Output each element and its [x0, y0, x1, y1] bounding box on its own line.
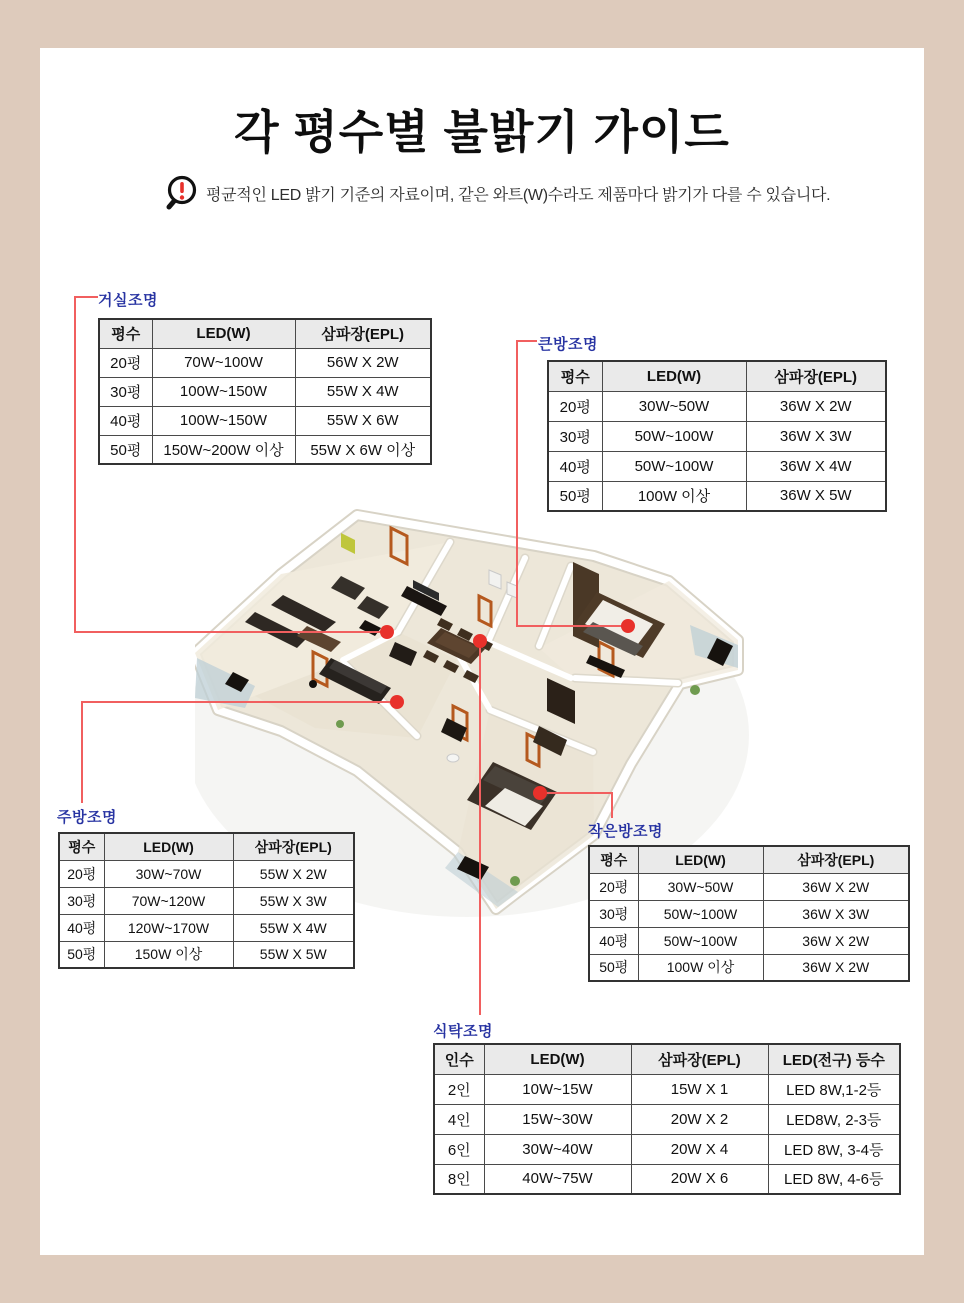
column-header: 삼파장(EPL): [631, 1044, 768, 1074]
table-cell: 100W~150W: [152, 377, 295, 406]
table-cell: 50W~100W: [602, 451, 746, 481]
table-cell: 36W X 4W: [746, 451, 886, 481]
table-row: [434, 1074, 900, 1104]
table-cell: 40평: [99, 406, 152, 435]
table-cell: 30평: [59, 887, 104, 914]
table-cell: 30평: [548, 421, 602, 451]
table-row: [59, 941, 354, 968]
table-cell: 20평: [548, 391, 602, 421]
table-cell: 6인: [434, 1134, 484, 1164]
column-header: 삼파장(EPL): [295, 319, 431, 348]
table-cell: 55W X 5W: [233, 941, 354, 968]
table-row: [548, 451, 886, 481]
column-header: 평수: [589, 846, 638, 873]
table-cell: 40평: [59, 914, 104, 941]
table-header-row: [548, 361, 886, 391]
column-header: 평수: [548, 361, 602, 391]
table-cell: 55W X 2W: [233, 860, 354, 887]
table-cell: 100W 이상: [602, 481, 746, 511]
table-cell: 20W X 2: [631, 1104, 768, 1134]
label-dining-lighting: 식탁조명: [433, 1023, 493, 1040]
table-cell: 50W~100W: [602, 421, 746, 451]
label-smallroom-lighting: 작은방조명: [588, 823, 663, 840]
table-cell: LED 8W, 3-4등: [768, 1134, 900, 1164]
table-cell: 36W X 2W: [746, 391, 886, 421]
table-cell: 15W X 1: [631, 1074, 768, 1104]
table-row: [589, 900, 909, 927]
column-header: 평수: [99, 319, 152, 348]
table-cell: 36W X 3W: [746, 421, 886, 451]
table-cell: 120W~170W: [104, 914, 233, 941]
table-cell: 30평: [589, 900, 638, 927]
table-cell: 30W~50W: [638, 873, 763, 900]
column-header: LED(W): [104, 833, 233, 860]
table-header-row: [589, 846, 909, 873]
table-row: [59, 887, 354, 914]
table-cell: 50평: [99, 435, 152, 464]
table-cell: 20W X 4: [631, 1134, 768, 1164]
table-row: [99, 435, 431, 464]
table-row: [434, 1134, 900, 1164]
column-header: LED(W): [602, 361, 746, 391]
table-cell: 55W X 4W: [233, 914, 354, 941]
table-header-row: [59, 833, 354, 860]
table-cell: 40평: [548, 451, 602, 481]
table-cell: 15W~30W: [484, 1104, 631, 1134]
table-cell: 36W X 2W: [763, 954, 909, 981]
column-header: 인수: [434, 1044, 484, 1074]
column-header: 삼파장(EPL): [763, 846, 909, 873]
table-cell: LED8W, 2-3등: [768, 1104, 900, 1134]
table-row: [99, 377, 431, 406]
bigroom-lighting-table: [547, 360, 887, 512]
table-cell: 150W~200W 이상: [152, 435, 295, 464]
table-cell: 50평: [548, 481, 602, 511]
table-cell: 36W X 2W: [763, 873, 909, 900]
table-cell: 70W~100W: [152, 348, 295, 377]
table-row: [99, 406, 431, 435]
table-cell: 100W~150W: [152, 406, 295, 435]
table-row: [99, 348, 431, 377]
table-cell: 55W X 6W: [295, 406, 431, 435]
table-cell: 30W~50W: [602, 391, 746, 421]
column-header: 삼파장(EPL): [746, 361, 886, 391]
column-header: LED(W): [484, 1044, 631, 1074]
table-cell: 100W 이상: [638, 954, 763, 981]
table-row: [59, 860, 354, 887]
table-cell: 20평: [589, 873, 638, 900]
table-row: [548, 391, 886, 421]
table-cell: 36W X 3W: [763, 900, 909, 927]
table-row: [589, 873, 909, 900]
table-cell: LED 8W,1-2등: [768, 1074, 900, 1104]
column-header: 삼파장(EPL): [233, 833, 354, 860]
column-header: LED(W): [152, 319, 295, 348]
column-header: LED(W): [638, 846, 763, 873]
table-cell: 55W X 4W: [295, 377, 431, 406]
table-cell: LED 8W, 4-6등: [768, 1164, 900, 1194]
page-title: 각 평수별 불밝기 가이드: [234, 106, 730, 158]
notice-text: 평균적인 LED 밝기 기준의 자료이며, 같은 와트(W)수라도 제품마다 밝기가 다를 수 있습니다.: [206, 186, 831, 204]
table-cell: 50평: [589, 954, 638, 981]
table-cell: 2인: [434, 1074, 484, 1104]
table-header-row: [434, 1044, 900, 1074]
table-header-row: [99, 319, 431, 348]
table-cell: 55W X 3W: [233, 887, 354, 914]
table-row: [548, 421, 886, 451]
notice-row: [161, 172, 830, 214]
table-cell: 50W~100W: [638, 927, 763, 954]
table-cell: 20평: [59, 860, 104, 887]
table-cell: 30W~40W: [484, 1134, 631, 1164]
table-cell: 55W X 6W 이상: [295, 435, 431, 464]
table-cell: 56W X 2W: [295, 348, 431, 377]
table-cell: 8인: [434, 1164, 484, 1194]
label-kitchen-lighting: 주방조명: [57, 809, 117, 826]
dining-lighting-table: [433, 1043, 901, 1195]
table-cell: 36W X 5W: [746, 481, 886, 511]
table-cell: 40평: [589, 927, 638, 954]
table-row: [59, 914, 354, 941]
living-lighting-table: [98, 318, 432, 465]
smallroom-lighting-table: [588, 845, 910, 982]
label-living-lighting: 거실조명: [98, 292, 158, 309]
table-cell: 20평: [99, 348, 152, 377]
column-header: LED(전구) 등수: [768, 1044, 900, 1074]
column-header: 평수: [59, 833, 104, 860]
label-bigroom-lighting: 큰방조명: [538, 336, 598, 353]
table-cell: 4인: [434, 1104, 484, 1134]
table-cell: 36W X 2W: [763, 927, 909, 954]
table-cell: 50평: [59, 941, 104, 968]
table-cell: 10W~15W: [484, 1074, 631, 1104]
table-row: [434, 1104, 900, 1134]
kitchen-lighting-table: [58, 832, 355, 969]
table-cell: 50W~100W: [638, 900, 763, 927]
table-cell: 70W~120W: [104, 887, 233, 914]
table-row: [434, 1164, 900, 1194]
table-row: [548, 481, 886, 511]
table-cell: 40W~75W: [484, 1164, 631, 1194]
table-cell: 30평: [99, 377, 152, 406]
table-row: [589, 954, 909, 981]
magnifier-exclamation-icon: [161, 173, 199, 213]
table-row: [589, 927, 909, 954]
table-cell: 30W~70W: [104, 860, 233, 887]
table-cell: 150W 이상: [104, 941, 233, 968]
table-cell: 20W X 6: [631, 1164, 768, 1194]
